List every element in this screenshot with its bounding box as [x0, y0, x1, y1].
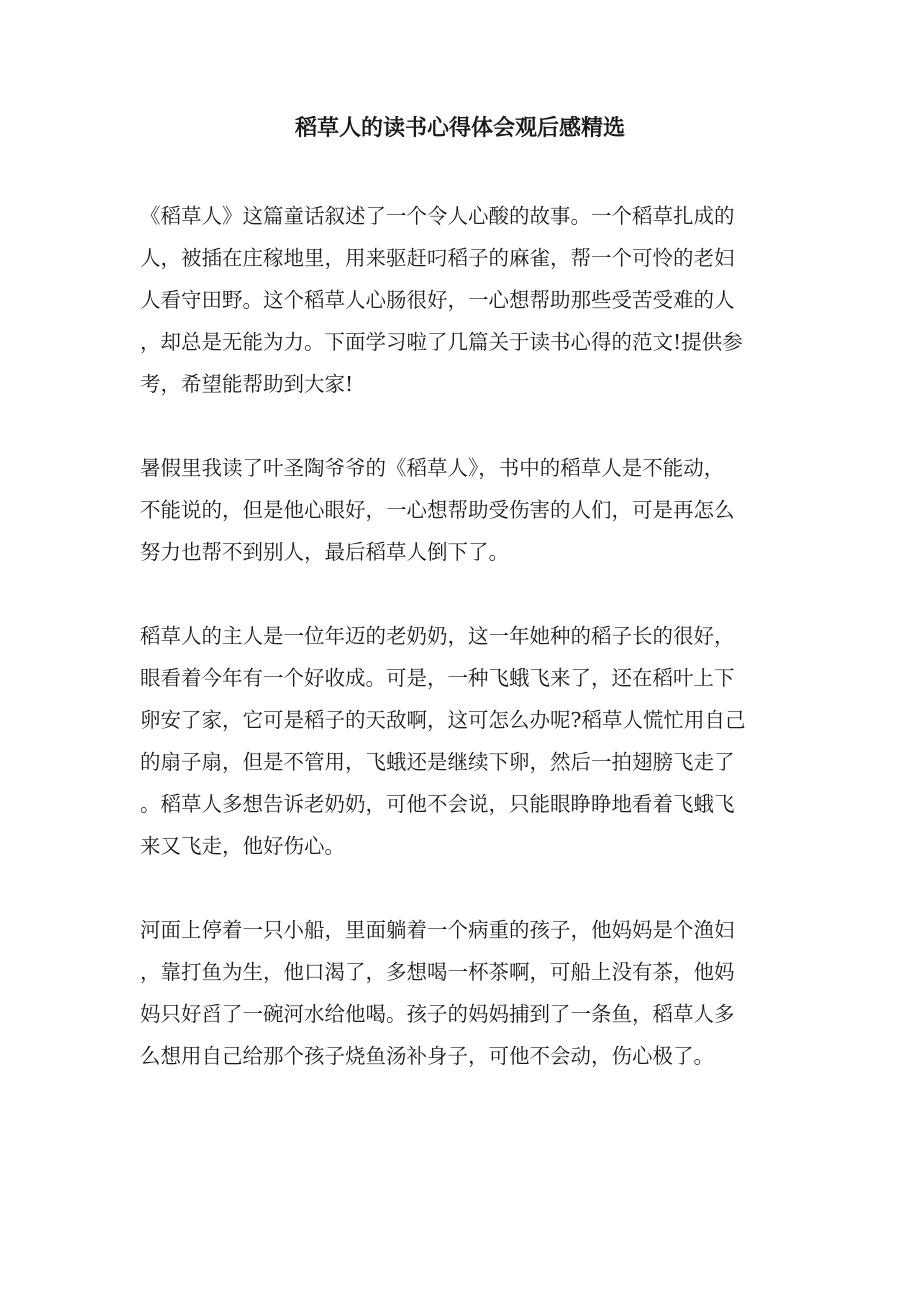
paragraph-line: 暑假里我读了叶圣陶爷爷的《稻草人》，书中的稻草人是不能动，: [140, 456, 725, 480]
paragraph-line: ，却总是无能为力。下面学习啦了几篇关于读书心得的范文!提供参: [140, 330, 743, 354]
paragraph-line: 人看守田野。这个稻草人心肠很好，一心想帮助那些受苦受难的人: [140, 288, 735, 312]
paragraph-line: 考，希望能帮助到大家!: [140, 372, 354, 396]
paragraph-line: 卵安了家，它可是稻子的天敌啊，这可怎么办呢?稻草人慌忙用自己: [140, 708, 746, 732]
document-title: 稻草人的读书心得体会观后感精选: [294, 115, 625, 141]
paragraph-line: 稻草人的主人是一位年迈的老奶奶，这一年她种的稻子长的很好，: [140, 624, 735, 648]
paragraph-line: 眼看着今年有一个好收成。可是，一种飞蛾飞来了，还在稻叶上下: [140, 666, 735, 690]
paragraph-line: 的扇子扇，但是不管用，飞蛾还是继续下卵，然后一拍翅膀飞走了: [140, 750, 735, 774]
paragraph-line: ，靠打鱼为生，他口渴了，多想喝一杯茶啊，可船上没有茶，他妈: [140, 960, 735, 984]
paragraph-line: 。稻草人多想告诉老奶奶，可他不会说，只能眼睁睁地看着飞蛾飞: [140, 792, 735, 816]
paragraph-line: 努力也帮不到别人，最后稻草人倒下了。: [140, 540, 509, 564]
paragraph-line: 河面上停着一只小船，里面躺着一个病重的孩子，他妈妈是个渔妇: [140, 918, 735, 942]
paragraph-line: 不能说的，但是他心眼好，一心想帮助受伤害的人们，可是再怎么: [140, 498, 735, 522]
paragraph-line: 《稻草人》这篇童话叙述了一个令人心酸的故事。一个稻草扎成的: [140, 204, 735, 228]
paragraph-line: 妈只好舀了一碗河水给他喝。孩子的妈妈捕到了一条鱼，稻草人多: [140, 1002, 735, 1026]
paragraph-line: 么想用自己给那个孩子烧鱼汤补身子，可他不会动，伤心极了。: [140, 1044, 714, 1068]
paragraph-line: 来又飞走，他好伤心。: [140, 834, 345, 858]
paragraph-line: 人，被插在庄稼地里，用来驱赶叼稻子的麻雀，帮一个可怜的老妇: [140, 246, 735, 270]
